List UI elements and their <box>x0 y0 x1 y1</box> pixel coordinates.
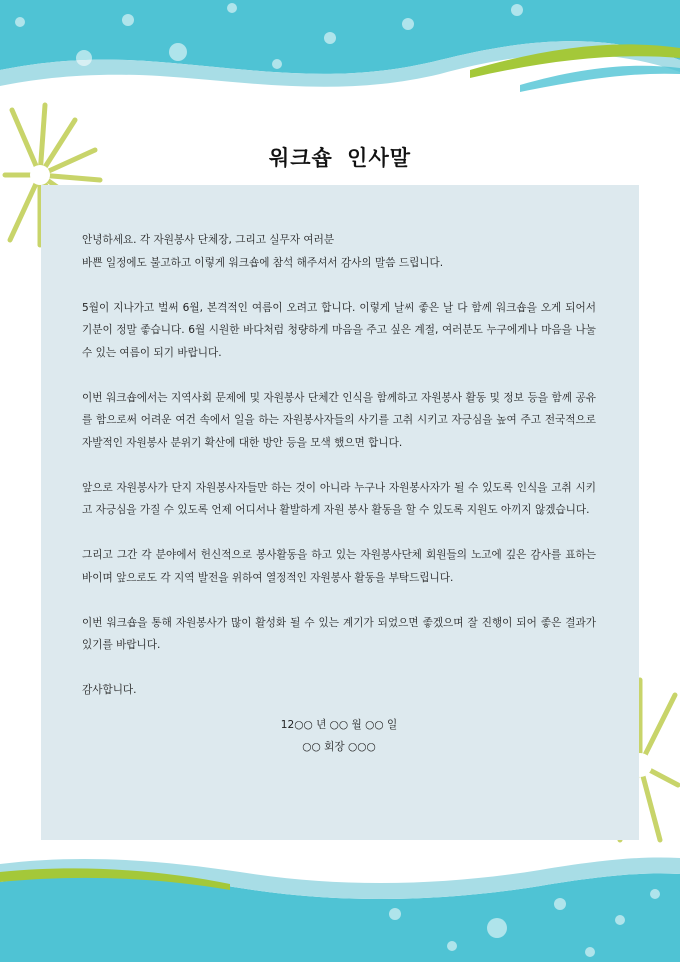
greeting-line: 바쁜 일정에도 불고하고 이렇게 워크숍에 참석 해주셔서 감사의 말씀 드립니다. <box>82 256 444 269</box>
date-line: 12○○ 년 ○○ 월 ○○ 일 <box>280 718 398 731</box>
body-paragraph: 이번 워크숍을 통해 자원봉사가 많이 활성화 될 수 있는 계기가 되었으면 좋겠으며 잘 진행이 되어 좋은 결과가 있기를 바랍니다. <box>82 616 596 651</box>
document-title: 워크숍 인사말 <box>268 146 412 170</box>
body-paragraph: 5월이 지나가고 벌써 6월, 본격적인 여름이 오려고 합니다. 이렇게 날씨 좋은 날 다 함께 워크숍을 오게 되어서 기분이 정말 좋습니다. 6월 시원한 바다처럼 청량하게 마음을 주고 싶은 계절, 여러분도 누구에게나 마음을 나눌 수 있는 여름이 되기 바랍니다. <box>82 301 596 359</box>
bottom-wave-decoration <box>0 842 680 962</box>
signature-line: ○○ 회장 ○○○ <box>302 741 376 753</box>
letter-body <box>82 229 596 759</box>
body-paragraph: 그리고 그간 각 분야에서 헌신적으로 봉사활동을 하고 있는 자원봉사단체 회원들의 노고에 깊은 감사를 표하는 바이며 앞으로도 각 지역 발전을 위하여 열정적인 자원봉사 활동을 부탁드립니다. <box>82 549 596 584</box>
closing-line: 감사합니다. <box>82 684 137 696</box>
body-paragraph: 이번 워크숍에서는 지역사회 문제에 및 자원봉사 단체간 인식을 함께하고 자원봉사 활동 및 정보 등을 함께 공유를 함으로써 어려운 여건 속에서 일을 하는 자원봉사자들의 사기를 고취 시키고 자긍심을 높여 주고 전국적으로 자발적인 자원봉사 분위기 확산에 대한 방안 등을 모색 했으면 합니다. <box>82 391 596 449</box>
signature-block <box>82 714 596 759</box>
greeting-line: 안녕하세요. 각 자원봉사 단체장, 그리고 실무자 여러분 <box>82 234 335 246</box>
body-paragraph: 앞으로 자원봉사가 단지 자원봉사자들만 하는 것이 아니라 누구나 자원봉사자가 될 수 있도록 인식을 고취 시키고 자긍심을 가질 수 있도록 언제 어디서나 활발하게 자원 봉사 활동을 할 수 있도록 지원도 아끼지 않겠습니다. <box>82 481 596 516</box>
